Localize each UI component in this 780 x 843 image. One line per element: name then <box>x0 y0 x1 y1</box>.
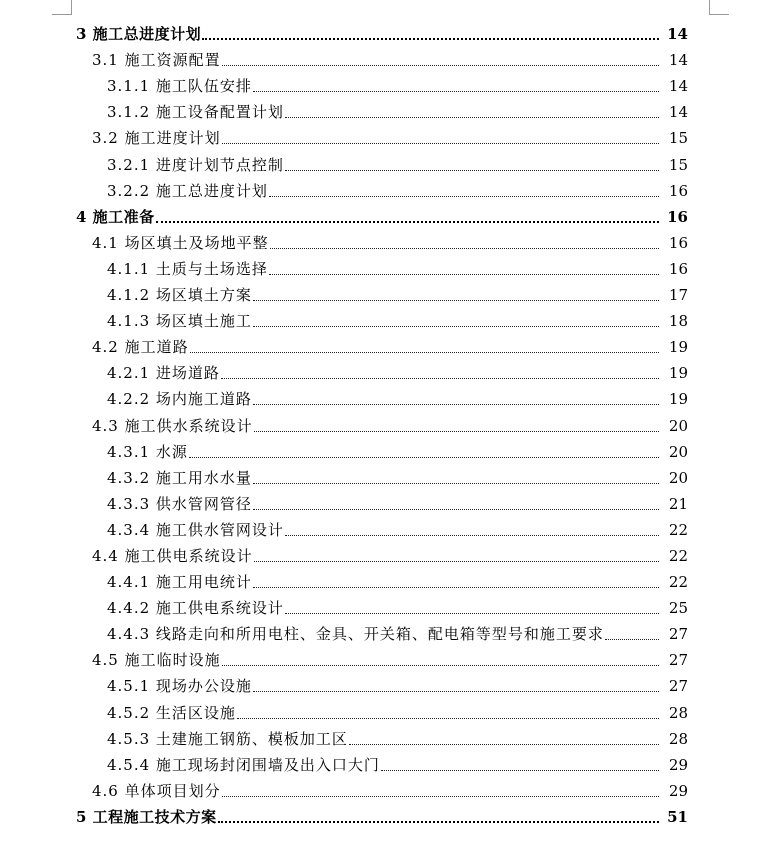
toc-entry-page-number: 20 <box>668 416 688 435</box>
toc-entry[interactable] <box>0 124 780 150</box>
toc-entry-page-number: 51 <box>667 807 688 826</box>
toc-entry-title: 3.1.2 施工设备配置计划 <box>107 103 284 122</box>
toc-entry-title: 4.5.4 施工现场封闭围墙及出入口大门 <box>107 755 380 774</box>
toc-entry-title: 4 施工准备 <box>76 207 155 226</box>
toc-entry-page-number: 19 <box>668 338 688 357</box>
toc-dot-leader <box>270 248 659 249</box>
toc-dot-leader <box>237 718 659 719</box>
crop-mark-top-left-horizontal <box>52 14 72 15</box>
toc-entry-page-number: 22 <box>668 546 688 565</box>
toc-entry-title: 4.3.3 供水管网管径 <box>107 494 252 513</box>
toc-entry[interactable] <box>0 516 780 542</box>
toc-entry-page-number: 27 <box>668 651 688 670</box>
toc-entry-page-number: 14 <box>668 103 688 122</box>
toc-dot-leader <box>269 274 659 275</box>
toc-entry[interactable] <box>0 359 780 385</box>
toc-entry[interactable] <box>0 203 780 229</box>
toc-entry-page-number: 20 <box>668 468 688 487</box>
toc-entry[interactable] <box>0 281 780 307</box>
toc-dot-leader <box>254 431 659 432</box>
toc-entry-title: 4.3.4 施工供水管网设计 <box>107 520 284 539</box>
toc-dot-leader <box>156 221 659 223</box>
toc-entry[interactable] <box>0 229 780 255</box>
toc-entry-title: 4.2 施工道路 <box>92 338 189 357</box>
toc-entry[interactable] <box>0 333 780 359</box>
toc-dot-leader <box>190 352 659 353</box>
toc-dot-leader <box>285 117 659 118</box>
toc-dot-leader <box>269 196 659 197</box>
toc-dot-leader <box>253 300 659 301</box>
toc-entry-title: 4.6 单体项目划分 <box>92 781 221 800</box>
toc-entry[interactable] <box>0 594 780 620</box>
toc-dot-leader <box>222 796 659 797</box>
toc-entry-title: 4.2.1 进场道路 <box>107 364 220 383</box>
toc-dot-leader <box>285 613 659 614</box>
toc-entry-page-number: 22 <box>668 573 688 592</box>
toc-dot-leader <box>253 691 659 692</box>
toc-entry[interactable] <box>0 255 780 281</box>
toc-entry[interactable] <box>0 98 780 124</box>
toc-dot-leader <box>218 821 659 823</box>
toc-entry-page-number: 19 <box>668 364 688 383</box>
toc-entry-page-number: 14 <box>668 77 688 96</box>
toc-entry-title: 4.4.3 线路走向和所用电柱、金具、开关箱、配电箱等型号和施工要求 <box>107 625 604 644</box>
toc-dot-leader <box>605 639 659 640</box>
toc-entry-title: 4.5 施工临时设施 <box>92 651 221 670</box>
toc-entry-page-number: 15 <box>668 155 688 174</box>
toc-dot-leader <box>222 65 659 66</box>
toc-entry-title: 4.2.2 场内施工道路 <box>107 390 252 409</box>
toc-entry[interactable] <box>0 464 780 490</box>
toc-entry[interactable] <box>0 725 780 751</box>
toc-dot-leader <box>202 38 659 40</box>
toc-dot-leader <box>253 587 659 588</box>
toc-entry[interactable] <box>0 72 780 98</box>
toc-entry-title: 3.2 施工进度计划 <box>92 129 221 148</box>
toc-entry-page-number: 16 <box>668 259 688 278</box>
toc-entry-page-number: 17 <box>668 286 688 305</box>
toc-dot-leader <box>349 744 659 745</box>
toc-dot-leader <box>285 170 659 171</box>
toc-entry[interactable] <box>0 751 780 777</box>
toc-dot-leader <box>253 509 659 510</box>
toc-entry-title: 4.5.2 生活区设施 <box>107 703 236 722</box>
toc-entry[interactable] <box>0 177 780 203</box>
toc-entry-page-number: 29 <box>668 755 688 774</box>
toc-entry[interactable] <box>0 568 780 594</box>
toc-entry[interactable] <box>0 438 780 464</box>
toc-entry-title: 3.1 施工资源配置 <box>92 51 221 70</box>
toc-entry-title: 4.5.3 土建施工钢筋、模板加工区 <box>107 729 348 748</box>
toc-entry[interactable] <box>0 803 780 829</box>
toc-entry-title: 4.1.3 场区填土施工 <box>107 312 252 331</box>
toc-entry-page-number: 14 <box>668 51 688 70</box>
toc-entry-page-number: 22 <box>668 520 688 539</box>
toc-entry[interactable] <box>0 542 780 568</box>
crop-mark-top-right-horizontal <box>709 14 729 15</box>
toc-entry-title: 3.1.1 施工队伍安排 <box>107 77 252 96</box>
toc-entry-title: 4.1.1 土质与土场选择 <box>107 259 268 278</box>
toc-dot-leader <box>253 483 659 484</box>
table-of-contents <box>0 20 780 829</box>
toc-entry-title: 4.1.2 场区填土方案 <box>107 286 252 305</box>
toc-entry-page-number: 19 <box>668 390 688 409</box>
toc-entry-title: 4.1 场区填土及场地平整 <box>92 233 269 252</box>
toc-entry-title: 5 工程施工技术方案 <box>76 807 217 826</box>
toc-entry-title: 3.2.1 进度计划节点控制 <box>107 155 284 174</box>
toc-entry-title: 3.2.2 施工总进度计划 <box>107 181 268 200</box>
toc-entry-title: 3 施工总进度计划 <box>76 25 202 44</box>
toc-entry-title: 4.3.2 施工用水水量 <box>107 468 252 487</box>
crop-mark-top-left-vertical <box>71 0 72 14</box>
toc-entry-page-number: 25 <box>668 599 688 618</box>
toc-dot-leader <box>221 378 659 379</box>
toc-entry[interactable] <box>0 672 780 698</box>
toc-entry[interactable] <box>0 620 780 646</box>
toc-entry-title: 4.3.1 水源 <box>107 442 188 461</box>
toc-entry-page-number: 27 <box>668 625 688 644</box>
toc-entry-page-number: 16 <box>667 207 688 226</box>
toc-entry-page-number: 29 <box>668 781 688 800</box>
toc-entry[interactable] <box>0 46 780 72</box>
crop-mark-top-right-vertical <box>709 0 710 14</box>
toc-entry-page-number: 28 <box>668 729 688 748</box>
toc-entry[interactable] <box>0 307 780 333</box>
toc-dot-leader <box>254 561 659 562</box>
toc-entry-page-number: 15 <box>668 129 688 148</box>
toc-entry-title: 4.4.2 施工供电系统设计 <box>107 599 284 618</box>
toc-dot-leader <box>189 457 659 458</box>
toc-entry-page-number: 16 <box>668 181 688 200</box>
toc-entry-page-number: 27 <box>668 677 688 696</box>
toc-dot-leader <box>253 326 659 327</box>
toc-entry-page-number: 16 <box>668 233 688 252</box>
toc-entry[interactable] <box>0 411 780 437</box>
toc-entry-title: 4.3 施工供水系统设计 <box>92 416 253 435</box>
toc-entry-title: 4.4.1 施工用电统计 <box>107 573 252 592</box>
toc-entry-page-number: 14 <box>667 25 688 44</box>
toc-entry[interactable] <box>0 698 780 724</box>
toc-entry-title: 4.5.1 现场办公设施 <box>107 677 252 696</box>
toc-entry[interactable] <box>0 385 780 411</box>
toc-entry-page-number: 28 <box>668 703 688 722</box>
toc-dot-leader <box>253 404 659 405</box>
toc-entry[interactable] <box>0 490 780 516</box>
toc-entry[interactable] <box>0 150 780 176</box>
toc-entry[interactable] <box>0 20 780 46</box>
toc-entry-page-number: 21 <box>668 494 688 513</box>
toc-entry-page-number: 20 <box>668 442 688 461</box>
toc-dot-leader <box>253 91 659 92</box>
toc-entry-title: 4.4 施工供电系统设计 <box>92 546 253 565</box>
toc-dot-leader <box>285 535 659 536</box>
toc-dot-leader <box>381 770 659 771</box>
toc-entry[interactable] <box>0 646 780 672</box>
toc-dot-leader <box>222 143 659 144</box>
toc-entry-page-number: 18 <box>668 312 688 331</box>
toc-entry[interactable] <box>0 777 780 803</box>
toc-dot-leader <box>222 665 659 666</box>
